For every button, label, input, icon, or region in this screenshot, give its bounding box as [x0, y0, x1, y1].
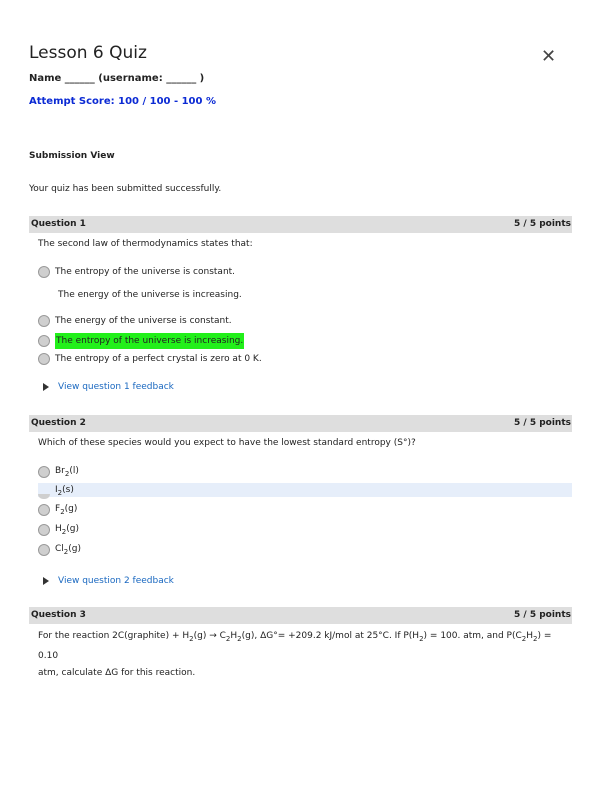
question-label: Question 1	[31, 219, 86, 229]
q1-feedback-toggle[interactable]	[43, 382, 174, 392]
question-points: 5 / 5 points	[514, 219, 571, 229]
radio-button[interactable]	[38, 266, 50, 278]
option-label: $F_2(g)$	[55, 504, 78, 516]
submission-message: Your quiz has been submitted successfully.	[29, 184, 222, 194]
q1-option-5[interactable]	[38, 352, 262, 366]
triangle-right-icon	[43, 577, 49, 585]
radio-button[interactable]	[38, 466, 50, 478]
q2-option-2[interactable]	[38, 483, 74, 500]
question-3-header	[29, 607, 572, 624]
q2-feedback-toggle[interactable]	[43, 576, 174, 586]
question-3-line-2: atm, calculate ΔG for this reaction.	[38, 667, 196, 678]
question-2-header	[29, 415, 572, 432]
name-line: Name ______ (username: ______ )	[29, 73, 205, 84]
feedback-link[interactable]: View question 2 feedback	[58, 576, 174, 586]
option-label: $H_2(g)$	[55, 524, 79, 536]
question-3-text	[38, 628, 572, 682]
q2-option-4[interactable]	[38, 522, 79, 539]
radio-button[interactable]	[38, 494, 50, 499]
radio-button[interactable]	[38, 504, 50, 516]
hovered-row-highlight	[38, 483, 572, 497]
radio-button[interactable]	[38, 335, 50, 347]
attempt-score: Attempt Score: 100 / 100 - 100 %	[29, 96, 216, 107]
q2-option-1[interactable]	[38, 464, 79, 481]
option-label: $Cl_2(g)$	[55, 544, 82, 556]
question-label: Question 2	[31, 418, 86, 428]
q2-option-3[interactable]	[38, 502, 77, 519]
radio-button[interactable]	[38, 315, 50, 327]
question-points: 5 / 5 points	[514, 610, 571, 620]
option-label: $Br_2(l)$	[55, 466, 79, 478]
close-icon[interactable]: ✕	[541, 46, 557, 67]
option-label: The entropy of the universe is constant.	[55, 267, 236, 277]
option-label: $I_2(s)$	[55, 485, 74, 497]
correct-answer-highlight: The entropy of the universe is increasing.	[55, 333, 244, 349]
q1-option-3[interactable]	[38, 314, 232, 328]
feedback-link[interactable]: View question 1 feedback	[58, 382, 174, 392]
option-label: The entropy of a perfect crystal is zero at 0 K.	[55, 354, 262, 364]
q1-option-1[interactable]	[38, 265, 235, 279]
question-1-header	[29, 216, 572, 233]
radio-button[interactable]	[38, 353, 50, 365]
question-2-text: Which of these species would you expect to have the lowest standard entropy (S°)?	[38, 438, 416, 448]
q1-option-4[interactable]	[38, 333, 244, 349]
q2-option-5[interactable]	[38, 542, 81, 559]
page-title: Lesson 6 Quiz	[29, 43, 147, 63]
submission-heading: Submission View	[29, 151, 115, 161]
radio-button[interactable]	[38, 524, 50, 536]
q1-option-2[interactable]: The energy of the universe is increasing.	[58, 290, 242, 300]
triangle-right-icon	[43, 383, 49, 391]
question-points: 5 / 5 points	[514, 418, 571, 428]
question-label: Question 3	[31, 610, 86, 620]
question-1-text: The second law of thermodynamics states that:	[38, 239, 253, 249]
question-3-line-1: For the reaction 2C(graphite) + $H_2(g) \to C_2H_2(g)$, ΔG°= +209.2 kJ/mol at 25°C. If $P(H_2) = 100$. atm, and $P(C_2H_2) = 0.10$	[38, 631, 552, 661]
option-label: The energy of the universe is constant.	[55, 316, 232, 326]
radio-button[interactable]	[38, 544, 50, 556]
